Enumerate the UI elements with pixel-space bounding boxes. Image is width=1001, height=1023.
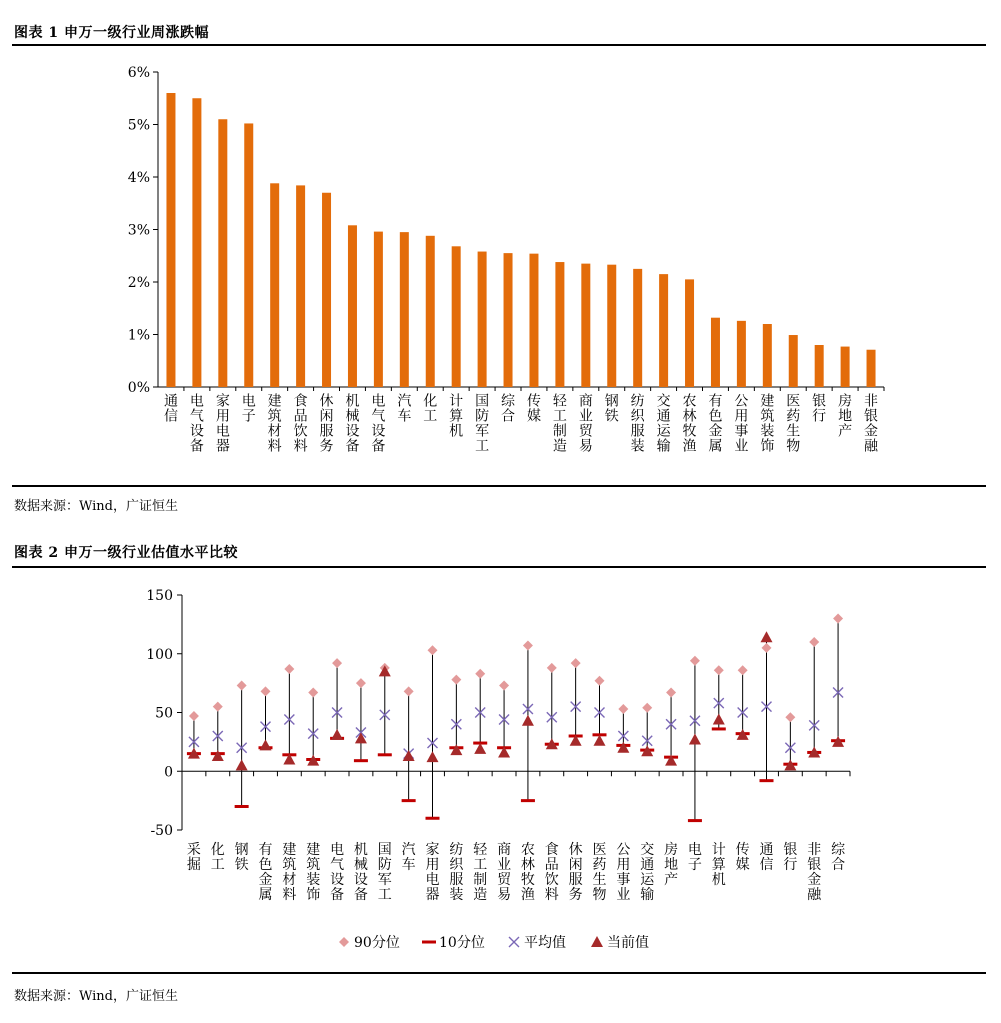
svg-text:机: 机 bbox=[353, 841, 368, 858]
svg-text:媒: 媒 bbox=[526, 408, 541, 425]
svg-text:闲: 闲 bbox=[319, 408, 334, 425]
svg-text:行: 行 bbox=[783, 856, 798, 873]
svg-text:运: 运 bbox=[640, 871, 655, 888]
svg-text:用: 用 bbox=[215, 408, 230, 425]
svg-text:运: 运 bbox=[656, 423, 671, 440]
svg-text:电: 电 bbox=[371, 393, 386, 410]
svg-text:采: 采 bbox=[186, 841, 201, 858]
svg-text:设: 设 bbox=[189, 423, 204, 440]
svg-text:气: 气 bbox=[330, 856, 345, 873]
x-tick-label bbox=[664, 841, 678, 888]
p90-marker bbox=[261, 686, 271, 696]
p90-marker bbox=[833, 614, 843, 624]
svg-text:房: 房 bbox=[664, 841, 679, 858]
svg-text:车: 车 bbox=[401, 856, 416, 873]
p90-marker bbox=[213, 702, 223, 712]
y-tick-label: 50 bbox=[155, 705, 173, 722]
x-tick-label bbox=[688, 841, 702, 873]
p90-marker bbox=[308, 688, 318, 698]
svg-text:建: 建 bbox=[760, 393, 775, 410]
svg-text:业: 业 bbox=[734, 438, 749, 455]
svg-text:器: 器 bbox=[215, 438, 230, 455]
svg-text:料: 料 bbox=[282, 886, 297, 903]
x-tick-label bbox=[235, 842, 249, 873]
svg-text:用: 用 bbox=[734, 408, 749, 425]
current-marker bbox=[617, 742, 629, 753]
current-marker bbox=[331, 729, 343, 740]
x-tick-label bbox=[306, 841, 320, 903]
svg-text:械: 械 bbox=[345, 408, 360, 425]
svg-text:牧: 牧 bbox=[682, 423, 697, 440]
svg-text:械: 械 bbox=[353, 856, 368, 873]
p90-marker bbox=[690, 656, 700, 666]
svg-text:银: 银 bbox=[807, 856, 822, 873]
svg-text:备: 备 bbox=[345, 438, 360, 455]
x-tick-label bbox=[211, 842, 225, 873]
p10-marker bbox=[402, 799, 416, 802]
p90-marker bbox=[237, 680, 247, 690]
x-tick-label bbox=[449, 842, 464, 903]
svg-text:媒: 媒 bbox=[735, 856, 750, 873]
y-tick-label: 2% bbox=[127, 275, 150, 291]
p90-marker bbox=[499, 680, 509, 690]
svg-text:信: 信 bbox=[163, 408, 178, 425]
svg-text:军: 军 bbox=[475, 423, 490, 440]
current-marker bbox=[594, 735, 606, 746]
svg-text:器: 器 bbox=[425, 886, 440, 903]
svg-text:非: 非 bbox=[807, 841, 822, 858]
current-marker bbox=[689, 734, 701, 745]
svg-text:产: 产 bbox=[664, 871, 679, 888]
current-marker bbox=[379, 665, 391, 676]
y-tick-label: 6% bbox=[127, 65, 150, 81]
svg-text:商: 商 bbox=[578, 393, 593, 410]
p90-marker bbox=[762, 643, 772, 653]
x-tick-label bbox=[259, 842, 273, 903]
p10-marker bbox=[426, 817, 440, 820]
x-tick-label bbox=[497, 842, 512, 903]
svg-text:备: 备 bbox=[353, 886, 368, 903]
x-tick-label bbox=[426, 842, 440, 903]
x-tick-label bbox=[640, 842, 655, 903]
legend-label: 当前值 bbox=[607, 935, 649, 951]
x-tick-label bbox=[521, 842, 535, 903]
svg-text:易: 易 bbox=[578, 438, 593, 455]
svg-text:计: 计 bbox=[449, 393, 464, 410]
svg-text:产: 产 bbox=[838, 423, 853, 440]
svg-text:农: 农 bbox=[520, 841, 535, 858]
p90-marker bbox=[475, 669, 485, 679]
svg-text:品: 品 bbox=[544, 856, 559, 873]
svg-text:有: 有 bbox=[708, 393, 723, 410]
y-tick-label: 5% bbox=[127, 117, 150, 134]
p90-marker bbox=[451, 675, 461, 685]
svg-text:电: 电 bbox=[425, 871, 440, 888]
p90-marker bbox=[523, 641, 533, 651]
current-marker bbox=[761, 631, 773, 642]
svg-text:汽: 汽 bbox=[397, 393, 412, 410]
p10-marker bbox=[688, 819, 702, 822]
svg-text:织: 织 bbox=[449, 856, 464, 873]
svg-text:色: 色 bbox=[708, 408, 723, 425]
svg-text:业: 业 bbox=[578, 408, 593, 425]
p10-marker bbox=[354, 759, 368, 762]
p90-marker bbox=[571, 658, 581, 668]
x-tick-label bbox=[783, 842, 797, 873]
svg-text:用: 用 bbox=[425, 856, 440, 873]
figure2-bottom-rule bbox=[12, 972, 986, 974]
legend-p90-swatch bbox=[339, 937, 349, 947]
svg-text:银: 银 bbox=[783, 841, 798, 858]
svg-text:饰: 饰 bbox=[760, 438, 775, 455]
svg-text:生: 生 bbox=[786, 423, 801, 440]
svg-text:地: 地 bbox=[838, 408, 853, 425]
svg-text:子: 子 bbox=[241, 408, 256, 425]
svg-text:织: 织 bbox=[630, 408, 645, 425]
svg-text:筑: 筑 bbox=[267, 408, 282, 425]
p90-marker bbox=[642, 703, 652, 713]
svg-text:事: 事 bbox=[616, 871, 631, 888]
svg-text:品: 品 bbox=[293, 408, 308, 425]
legend-mean-swatch bbox=[509, 937, 519, 947]
svg-text:贸: 贸 bbox=[578, 423, 593, 440]
svg-text:综: 综 bbox=[501, 393, 516, 410]
svg-text:林: 林 bbox=[682, 408, 697, 425]
svg-text:材: 材 bbox=[267, 423, 282, 440]
y-tick-label: 3% bbox=[127, 222, 150, 239]
svg-text:农: 农 bbox=[682, 393, 697, 410]
current-marker bbox=[522, 715, 534, 726]
svg-text:物: 物 bbox=[592, 886, 607, 903]
svg-text:机: 机 bbox=[711, 871, 726, 888]
svg-text:金: 金 bbox=[864, 423, 879, 440]
svg-text:电: 电 bbox=[189, 393, 204, 410]
svg-text:通: 通 bbox=[656, 408, 671, 425]
svg-text:钢: 钢 bbox=[604, 393, 619, 410]
svg-text:务: 务 bbox=[319, 438, 334, 455]
p10-marker bbox=[521, 799, 535, 802]
p90-marker bbox=[738, 665, 748, 675]
svg-text:合: 合 bbox=[501, 408, 516, 425]
svg-text:综: 综 bbox=[831, 841, 846, 858]
svg-text:算: 算 bbox=[711, 856, 726, 873]
figure1-title: 图表 1 申万一级行业周涨跌幅 bbox=[14, 25, 209, 41]
svg-text:工: 工 bbox=[552, 408, 567, 425]
svg-text:通: 通 bbox=[640, 856, 655, 873]
svg-text:气: 气 bbox=[189, 408, 204, 425]
svg-text:设: 设 bbox=[353, 871, 368, 888]
svg-text:饮: 饮 bbox=[293, 423, 308, 440]
svg-text:纺: 纺 bbox=[630, 393, 645, 410]
figure2-title: 图表 2 申万一级行业估值水平比较 bbox=[14, 545, 238, 561]
svg-text:设: 设 bbox=[345, 423, 360, 440]
p90-marker bbox=[714, 665, 724, 675]
svg-text:饮: 饮 bbox=[544, 871, 559, 888]
svg-text:料: 料 bbox=[293, 438, 308, 455]
svg-text:金: 金 bbox=[807, 871, 822, 888]
current-marker bbox=[212, 750, 224, 761]
svg-text:建: 建 bbox=[267, 393, 282, 410]
p90-marker bbox=[189, 711, 199, 721]
x-tick-label bbox=[736, 842, 750, 873]
svg-text:信: 信 bbox=[759, 856, 774, 873]
svg-text:机: 机 bbox=[449, 423, 464, 440]
svg-text:造: 造 bbox=[552, 438, 567, 455]
svg-text:制: 制 bbox=[552, 423, 567, 440]
figure1-source: 数据来源：Wind，广证恒生 bbox=[14, 499, 178, 514]
svg-text:铁: 铁 bbox=[604, 408, 619, 425]
legend-current-swatch bbox=[591, 936, 603, 947]
x-tick-label bbox=[282, 841, 296, 903]
current-marker bbox=[236, 759, 248, 770]
p90-marker bbox=[332, 658, 342, 668]
svg-text:气: 气 bbox=[371, 408, 386, 425]
svg-text:牧: 牧 bbox=[520, 871, 535, 888]
svg-text:装: 装 bbox=[306, 871, 321, 888]
svg-text:电: 电 bbox=[687, 841, 702, 858]
svg-text:房: 房 bbox=[838, 393, 853, 410]
svg-text:医: 医 bbox=[592, 841, 607, 858]
legend-label: 10分位 bbox=[439, 935, 485, 951]
svg-text:工: 工 bbox=[210, 856, 225, 873]
svg-text:算: 算 bbox=[449, 408, 464, 425]
p90-marker bbox=[666, 688, 676, 698]
svg-text:化: 化 bbox=[423, 393, 438, 410]
svg-text:备: 备 bbox=[330, 886, 345, 903]
svg-text:业: 业 bbox=[616, 886, 631, 903]
svg-text:轻: 轻 bbox=[552, 393, 567, 410]
svg-text:工: 工 bbox=[423, 408, 438, 425]
svg-text:银: 银 bbox=[812, 393, 827, 410]
svg-text:制: 制 bbox=[473, 871, 488, 888]
svg-text:非: 非 bbox=[864, 393, 879, 410]
svg-text:国: 国 bbox=[475, 393, 490, 410]
x-tick-label bbox=[378, 842, 392, 903]
svg-text:通: 通 bbox=[163, 393, 178, 410]
legend-p10-swatch bbox=[422, 941, 436, 944]
svg-text:纺: 纺 bbox=[449, 841, 464, 858]
y-tick-label: 0 bbox=[164, 764, 173, 781]
p10-marker bbox=[760, 779, 774, 782]
svg-text:服: 服 bbox=[319, 423, 334, 440]
svg-text:属: 属 bbox=[258, 886, 273, 903]
svg-text:化: 化 bbox=[210, 841, 225, 858]
p90-marker bbox=[547, 663, 557, 673]
p90-marker bbox=[404, 686, 414, 696]
p90-marker bbox=[284, 664, 294, 674]
svg-text:休: 休 bbox=[568, 841, 583, 858]
figure2-source: 数据来源：Wind，广证恒生 bbox=[14, 989, 178, 1004]
svg-text:家: 家 bbox=[425, 841, 440, 858]
svg-text:有: 有 bbox=[258, 841, 273, 858]
svg-text:地: 地 bbox=[664, 856, 679, 873]
svg-text:属: 属 bbox=[708, 438, 723, 455]
svg-text:装: 装 bbox=[449, 886, 464, 903]
svg-text:子: 子 bbox=[687, 856, 702, 873]
svg-text:银: 银 bbox=[864, 408, 879, 425]
svg-text:防: 防 bbox=[377, 856, 392, 873]
x-tick-label bbox=[593, 842, 607, 903]
x-tick-label bbox=[760, 842, 774, 873]
svg-text:家: 家 bbox=[215, 393, 230, 410]
x-tick-label bbox=[616, 842, 630, 903]
x-tick-label bbox=[330, 841, 344, 903]
x-tick-label bbox=[187, 842, 201, 873]
svg-text:筑: 筑 bbox=[306, 856, 321, 873]
p90-marker bbox=[595, 676, 605, 686]
x-tick-label bbox=[831, 842, 846, 873]
svg-text:防: 防 bbox=[475, 408, 490, 425]
svg-text:国: 国 bbox=[377, 841, 392, 858]
current-marker bbox=[403, 750, 415, 761]
current-marker bbox=[450, 744, 462, 755]
svg-text:事: 事 bbox=[734, 423, 749, 440]
svg-text:贸: 贸 bbox=[497, 871, 512, 888]
x-tick-label bbox=[473, 842, 488, 903]
current-marker bbox=[427, 751, 439, 762]
svg-text:计: 计 bbox=[711, 841, 726, 858]
svg-text:渔: 渔 bbox=[682, 438, 697, 455]
svg-text:易: 易 bbox=[497, 886, 512, 903]
p90-marker bbox=[428, 645, 438, 655]
svg-text:设: 设 bbox=[330, 871, 345, 888]
svg-text:筑: 筑 bbox=[282, 856, 297, 873]
svg-text:装: 装 bbox=[760, 423, 775, 440]
svg-text:电: 电 bbox=[330, 841, 345, 858]
current-marker bbox=[355, 732, 367, 743]
svg-text:食: 食 bbox=[293, 393, 308, 410]
svg-text:服: 服 bbox=[568, 871, 583, 888]
svg-text:掘: 掘 bbox=[186, 856, 201, 873]
svg-text:融: 融 bbox=[807, 886, 822, 903]
svg-text:装: 装 bbox=[630, 438, 645, 455]
x-tick-label bbox=[569, 842, 583, 903]
svg-text:用: 用 bbox=[616, 856, 631, 873]
svg-text:公: 公 bbox=[734, 393, 749, 410]
svg-text:融: 融 bbox=[864, 438, 879, 455]
svg-text:备: 备 bbox=[371, 438, 386, 455]
svg-text:色: 色 bbox=[258, 856, 273, 873]
svg-text:电: 电 bbox=[215, 423, 230, 440]
svg-text:物: 物 bbox=[786, 438, 801, 455]
svg-text:工: 工 bbox=[475, 438, 490, 455]
x-tick-label bbox=[712, 841, 726, 888]
p10-marker bbox=[378, 753, 392, 756]
svg-text:业: 业 bbox=[497, 856, 512, 873]
svg-text:服: 服 bbox=[449, 871, 464, 888]
svg-text:食: 食 bbox=[544, 841, 559, 858]
svg-text:合: 合 bbox=[831, 856, 846, 873]
svg-text:公: 公 bbox=[616, 841, 631, 858]
x-tick-label bbox=[402, 842, 416, 873]
svg-text:备: 备 bbox=[189, 438, 204, 455]
current-marker bbox=[260, 739, 272, 750]
svg-text:钢: 钢 bbox=[234, 841, 249, 858]
y-tick-label: 150 bbox=[146, 588, 173, 604]
svg-text:金: 金 bbox=[258, 871, 273, 888]
svg-text:军: 军 bbox=[377, 871, 392, 888]
svg-text:林: 林 bbox=[520, 856, 535, 873]
y-tick-label: 4% bbox=[127, 170, 150, 186]
y-tick-label: -50 bbox=[150, 823, 173, 839]
svg-text:闲: 闲 bbox=[568, 856, 583, 873]
p90-marker bbox=[785, 712, 795, 722]
svg-text:电: 电 bbox=[241, 393, 256, 410]
svg-text:车: 车 bbox=[397, 408, 412, 425]
y-tick-label: 0% bbox=[127, 380, 150, 396]
svg-text:铁: 铁 bbox=[234, 856, 249, 873]
svg-text:饰: 饰 bbox=[306, 886, 321, 903]
legend-label: 平均值 bbox=[524, 935, 566, 951]
svg-text:通: 通 bbox=[759, 841, 774, 858]
y-tick-label: 1% bbox=[127, 327, 150, 344]
p10-marker bbox=[235, 805, 249, 808]
svg-text:输: 输 bbox=[640, 886, 655, 903]
svg-text:渔: 渔 bbox=[520, 886, 535, 903]
svg-text:商: 商 bbox=[497, 841, 512, 858]
svg-text:工: 工 bbox=[377, 886, 392, 903]
svg-text:材: 材 bbox=[282, 871, 297, 888]
svg-text:金: 金 bbox=[708, 423, 723, 440]
legend-label: 90分位 bbox=[354, 935, 400, 951]
svg-text:行: 行 bbox=[812, 408, 827, 425]
svg-text:汽: 汽 bbox=[401, 841, 416, 858]
svg-text:料: 料 bbox=[267, 438, 282, 455]
svg-text:交: 交 bbox=[640, 841, 655, 858]
svg-text:轻: 轻 bbox=[473, 841, 488, 858]
svg-text:传: 传 bbox=[526, 393, 541, 410]
svg-text:生: 生 bbox=[592, 871, 607, 888]
svg-text:务: 务 bbox=[568, 886, 583, 903]
svg-text:工: 工 bbox=[473, 856, 488, 873]
x-tick-label bbox=[545, 842, 559, 903]
svg-text:交: 交 bbox=[656, 393, 671, 410]
x-tick-label bbox=[354, 841, 368, 903]
svg-text:料: 料 bbox=[544, 886, 559, 903]
svg-text:设: 设 bbox=[371, 423, 386, 440]
p90-marker bbox=[809, 637, 819, 647]
svg-text:休: 休 bbox=[319, 393, 334, 410]
svg-text:筑: 筑 bbox=[760, 408, 775, 425]
svg-text:建: 建 bbox=[282, 841, 297, 858]
svg-text:造: 造 bbox=[473, 886, 488, 903]
p90-marker bbox=[618, 704, 628, 714]
svg-text:药: 药 bbox=[786, 408, 801, 425]
x-tick-label bbox=[807, 842, 822, 903]
current-marker bbox=[474, 743, 486, 754]
svg-text:传: 传 bbox=[735, 841, 750, 858]
y-tick-label: 100 bbox=[146, 646, 173, 663]
current-marker bbox=[713, 714, 725, 725]
svg-text:服: 服 bbox=[630, 423, 645, 440]
svg-text:医: 医 bbox=[786, 393, 801, 410]
svg-text:输: 输 bbox=[656, 438, 671, 455]
svg-text:机: 机 bbox=[345, 393, 360, 410]
p10-marker bbox=[712, 727, 726, 730]
svg-text:药: 药 bbox=[592, 856, 607, 873]
svg-text:建: 建 bbox=[306, 841, 321, 858]
p90-marker bbox=[356, 678, 366, 688]
